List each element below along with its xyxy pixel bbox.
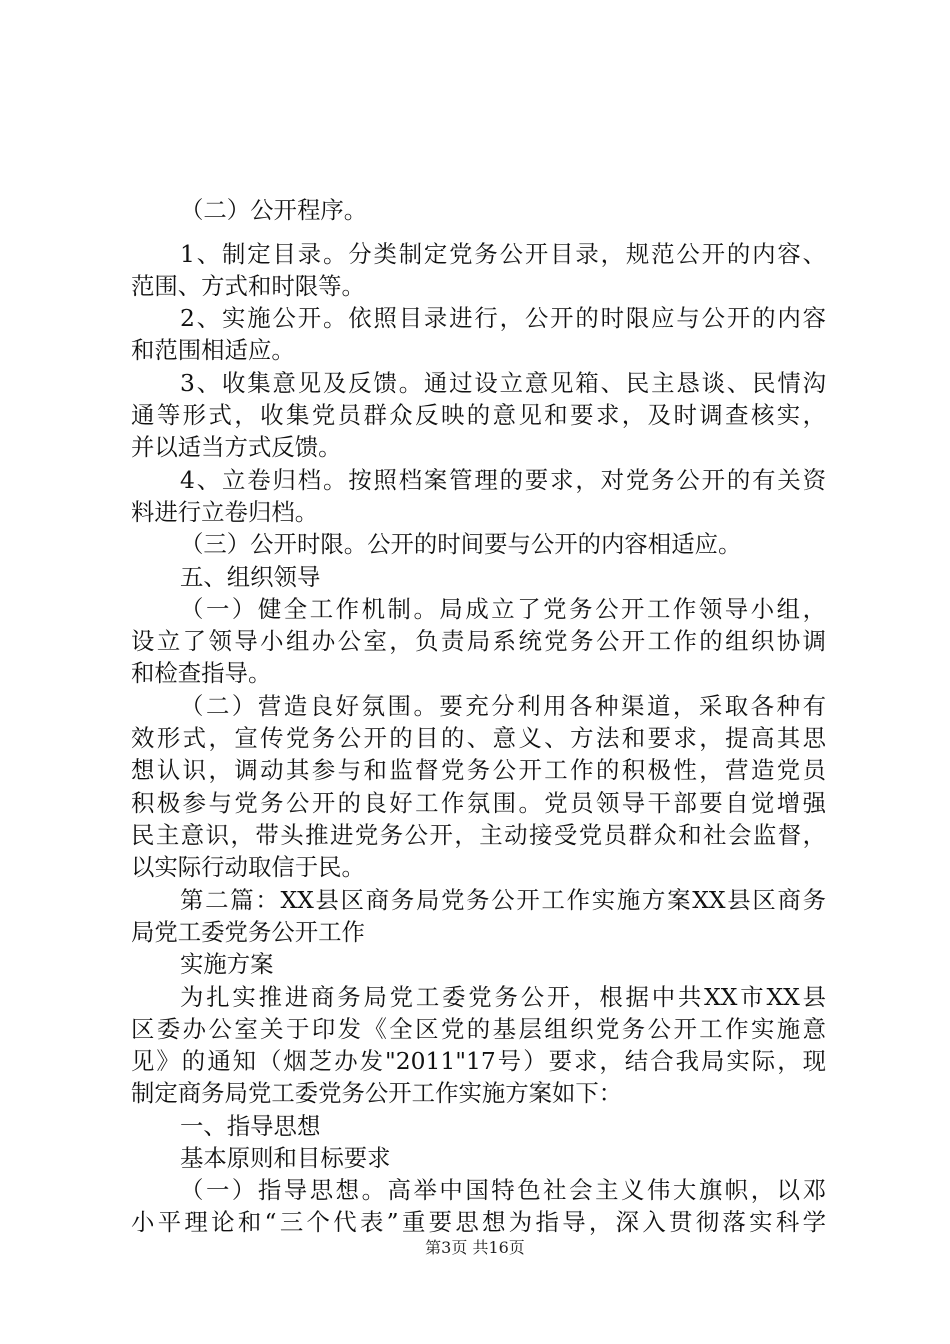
text-line: 1、制定目录。分类制定党务公开目录，规范公开的内容、: [180, 240, 826, 268]
text-line: 并以适当方式反馈。: [131, 433, 342, 461]
text-line: 通等形式，收集党员群众反映的意见和要求，及时调查核实，: [131, 401, 826, 429]
text-line: 小平理论和“三个代表”重要思想为指导，深入贯彻落实科学: [131, 1208, 826, 1236]
text-line: 五、组织领导: [180, 563, 321, 591]
text-line: （一）健全工作机制。局成立了党务公开工作领导小组，: [180, 595, 826, 623]
text-line: 区委办公室关于印发《全区党的基层组织党务公开工作实施意: [131, 1015, 826, 1043]
text-line: 2、实施公开。依照目录进行，公开的时限应与公开的内容: [180, 304, 826, 332]
text-line: 和检查指导。: [131, 659, 272, 687]
text-line: 以实际行动取信于民。: [131, 853, 365, 881]
text-line: 积极参与党务公开的良好工作氛围。党员领导干部要自觉增强: [131, 789, 826, 817]
text-line: 4、立卷归档。按照档案管理的要求，对党务公开的有关资: [180, 466, 826, 494]
text-line: 想认识，调动其参与和监督党务公开工作的积极性，营造党员: [131, 756, 826, 784]
text-line: 局党工委党务公开工作: [131, 918, 365, 946]
text-line: 范围、方式和时限等。: [131, 272, 365, 300]
text-line: 第二篇：XX县区商务局党务公开工作实施方案XX县区商务: [180, 886, 826, 914]
text-line: 实施方案: [180, 950, 274, 978]
text-line: 料进行立卷归档。: [131, 498, 319, 526]
text-line: （二）营造良好氛围。要充分利用各种渠道，采取各种有: [180, 692, 826, 720]
text-line: 一、指导思想: [180, 1112, 321, 1140]
text-line: 基本原则和目标要求: [180, 1144, 391, 1172]
text-line: 见》的通知（烟芝办发"2011"17号）要求，结合我局实际，现: [131, 1047, 826, 1075]
text-line: （二）公开程序。: [180, 196, 368, 224]
text-line: 效形式，宣传党务公开的目的、意义、方法和要求，提高其思: [131, 724, 826, 752]
text-line: 设立了领导小组办公室，负责局系统党务公开工作的组织协调: [131, 627, 826, 655]
text-line: 制定商务局党工委党务公开工作实施方案如下：: [131, 1079, 623, 1107]
text-line: （三）公开时限。公开的时间要与公开的内容相适应。: [180, 530, 742, 558]
text-line: （一）指导思想。高举中国特色社会主义伟大旗帜，以邓: [180, 1176, 826, 1204]
text-line: 为扎实推进商务局党工委党务公开，根据中共XX市XX县: [180, 983, 826, 1011]
text-line: 和范围相适应。: [131, 336, 295, 364]
page-number: 第3页 共16页: [425, 1238, 525, 1257]
text-line: 民主意识，带头推进党务公开，主动接受党员群众和社会监督，: [131, 821, 826, 849]
text-line: 3、收集意见及反馈。通过设立意见箱、民主恳谈、民情沟: [180, 369, 826, 397]
